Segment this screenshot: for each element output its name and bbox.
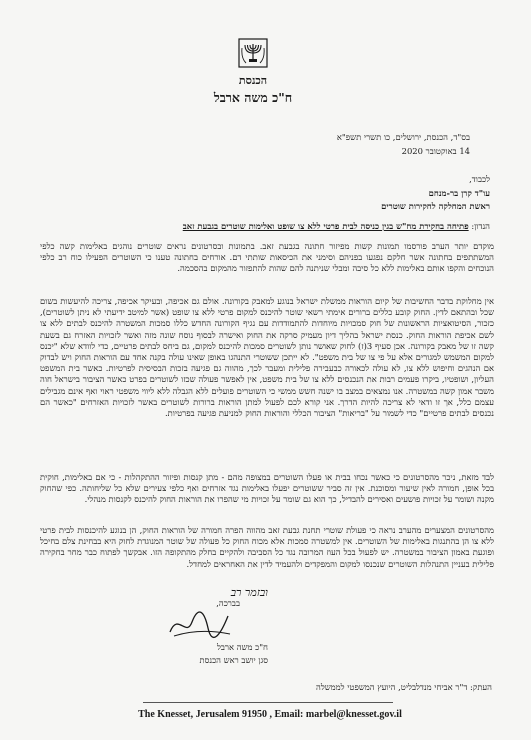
signature-role: סגן יושב ראש הכנסת (199, 655, 268, 665)
date-hebrew: בס"ד, הכנסת, ירושלים, כו תשרי תשפ"א (336, 132, 470, 142)
subject-text: פתיחה בחקירת מח"ש בגין כניסה לבית פרטי ללא צו שופט ואלימות שוטרים בגבעת זאב (182, 221, 469, 231)
subject-line (50, 221, 490, 232)
footer-contact: The Knesset, Jerusalem 91950 , Email: marbel@knesset.gov.il (138, 709, 402, 720)
body-paragraph-3: לבד מזאת, ניכר מהסרטונים כי כאשר נכחו בבית או פעלו השוטרים במצופה מהם - מתן קנסות ופיזור ההתקהלות - כי אם באלימות, חוקית בכל אופן, חמורה לאין שיעור ומסוכנת. אין זה סביר ששוטרים יפעלו באלימות נגד אזרחים ואף כלפי צעירים שלא כל שליחותה. כפי שהחוק מקנה ושומר על זכויות פושעים ואסירים להבדיל, כך הוא גם שומר על זכויות מי שהפרו את הוראות החוק להיכנס לקנסות מנהלי. (40, 472, 494, 505)
signature-name: ח"כ משה ארבל (216, 642, 268, 652)
knesset-emblem-icon (238, 38, 268, 68)
recipient-title: ראשת המחלקה לחקירות שוטרים (381, 201, 490, 211)
recipient-to: לכבוד, (469, 174, 490, 184)
recipient-name: עו"ד קרן בר-מנחם (428, 188, 490, 198)
body-paragraph-2: אין מחלוקת בדבר החשיבות של קיום הוראות ממשלת ישראל בנוגע למאבק בקורונה. אולם גם אכיפה, ובעיקר אכיפה, צריכה להיעשות בשום שכל ובהתאם לדין. החוק קובע כללים ברורים אימתי רשאי שוטר להיכנס למקום פרטי ללא צו שופט (אשר למיטב ידיעתי לא ניתן לשוטרים), כזכור, הסיטואציות הראשונות של חוק סמכויות מיוחדות להתמודדות עם נגיף הקורונה החדש כללו סמכות המשטרה להיכנס לבתים ללא צו לשם אכיפת הוראות החוק. כנסת ישראל בהליך דיון מעמיק סרקה את החוק ואישרה לבסוף נוסח שונה מזה ואשר לזכויות האזרח גם בשעת קשה זו של מאבק בקורונה. אכן סעיף 3(ז) לחוק שאושר נותן לשוטרים סמכות להיכנס למקום, גם ביחס לבתים פרטיים, כדי לוודא שלא "יכנס למקום המשמש למגורים אלא על פי צו של בית משפט". לא ייתכן ששוטרי התנהגו באופן שאינו עולה בקנה אחד עם הוראות החוק ויש לבדוק אם הנהגים וחיפוש ללא צו, לא עולה לכאורה כבעבירה פלילית ומעבר לכך, מהווה גם פגיעה בזכות הבסיסית לפרטיות. כאשר בית המשפט העליון, ושופטיו, ביקרו פעמים רבות את הנכנסים ללא צו של בית משפט, אין לאפשר פעולה שכזו לשוטרים בפרט כאשר הציבור בישראל חוה משבר אמון קשה במשטרה. אנו נמצאים במצב בו ישנה חשש ממשי כי השוטרים פועלים ללא הגבלה ללא ליווי משפטי ראוי ואף אינם מגבילים עצמם כלל, אך זו ודאי לא צריכה להיות הדרך. אני קורא לכם לפעול למתן הוראות ברורות לשוטרים באשר לזכויות האזרחים "כאשר הם נכנסים לבתים פרטיים" כדי לשמור על "בריאות" הציבור הכללי והוראות החוק למניעת פגיעה בפרטיות. (40, 296, 494, 419)
date-gregorian: 14 באוקטובר 2020 (401, 146, 470, 156)
body-paragraph-4: מהסרטונים המצערים מהערב נראה כי פעולת שוטרי תחנת גבעת זאב מהווה הפרה חמורה של הוראות החוק, הן בנוגע להיכנסות לבית פרטי ללא צו הן בהתנגות באלימות של השוטרים. אין למשטרה סמכות אלא מכוח החוק כל פעולה של שוטר המנוגדת לחוק היא בבחינת צלם בחיכל ופוגעת באמון הציבור במשטרה. יש לפעול בכל העוז המרובה נגד כל הסביבה ולהקיים בחלק מהתקופה הזו. אבקשך לפתוח כבר מחר בחקירה פלילית בעניין התנהלות השוטרים שנכנסו למקום והמפקדים ולהעמיד לדין את האחראים למחדל. (40, 525, 494, 569)
subject-label: הנדון: (471, 221, 490, 231)
signature-block (150, 586, 270, 684)
cc-line: העתק: ד"ר אביחי מנדלבליט, היועץ המשפטי לממשלה (316, 682, 492, 692)
signature-scribble-icon (164, 608, 234, 640)
body-paragraph-1: מוקדם יותר הערב פורסמו תמונות קשות מפיזור חתונה בגבעת זאב. בתמונות ובסרטונים נראים שוטרים נוהגים באלימות קשה כלפי המשתתפים בחתונה אשר חלקם נפגעו בפניהם וסימני את הכיסאות שותתי דם. אורחים בחתונה טענו כי השוטרים הפעילו כוח רב כלפי הנוכחים והקפו אותם באלימות ללא כל סיבה ומבלי שניתנה להם שהות להתפזור מהמקום בהסכמה. (40, 241, 494, 274)
mk-name-header: ח"כ משה ארבל (213, 90, 293, 105)
footer-divider (143, 702, 393, 703)
signature-handwritten-greeting: ובזמר רב (230, 586, 268, 599)
org-name: הכנסת (238, 74, 268, 87)
signature-closing: בברכה, (216, 598, 240, 608)
